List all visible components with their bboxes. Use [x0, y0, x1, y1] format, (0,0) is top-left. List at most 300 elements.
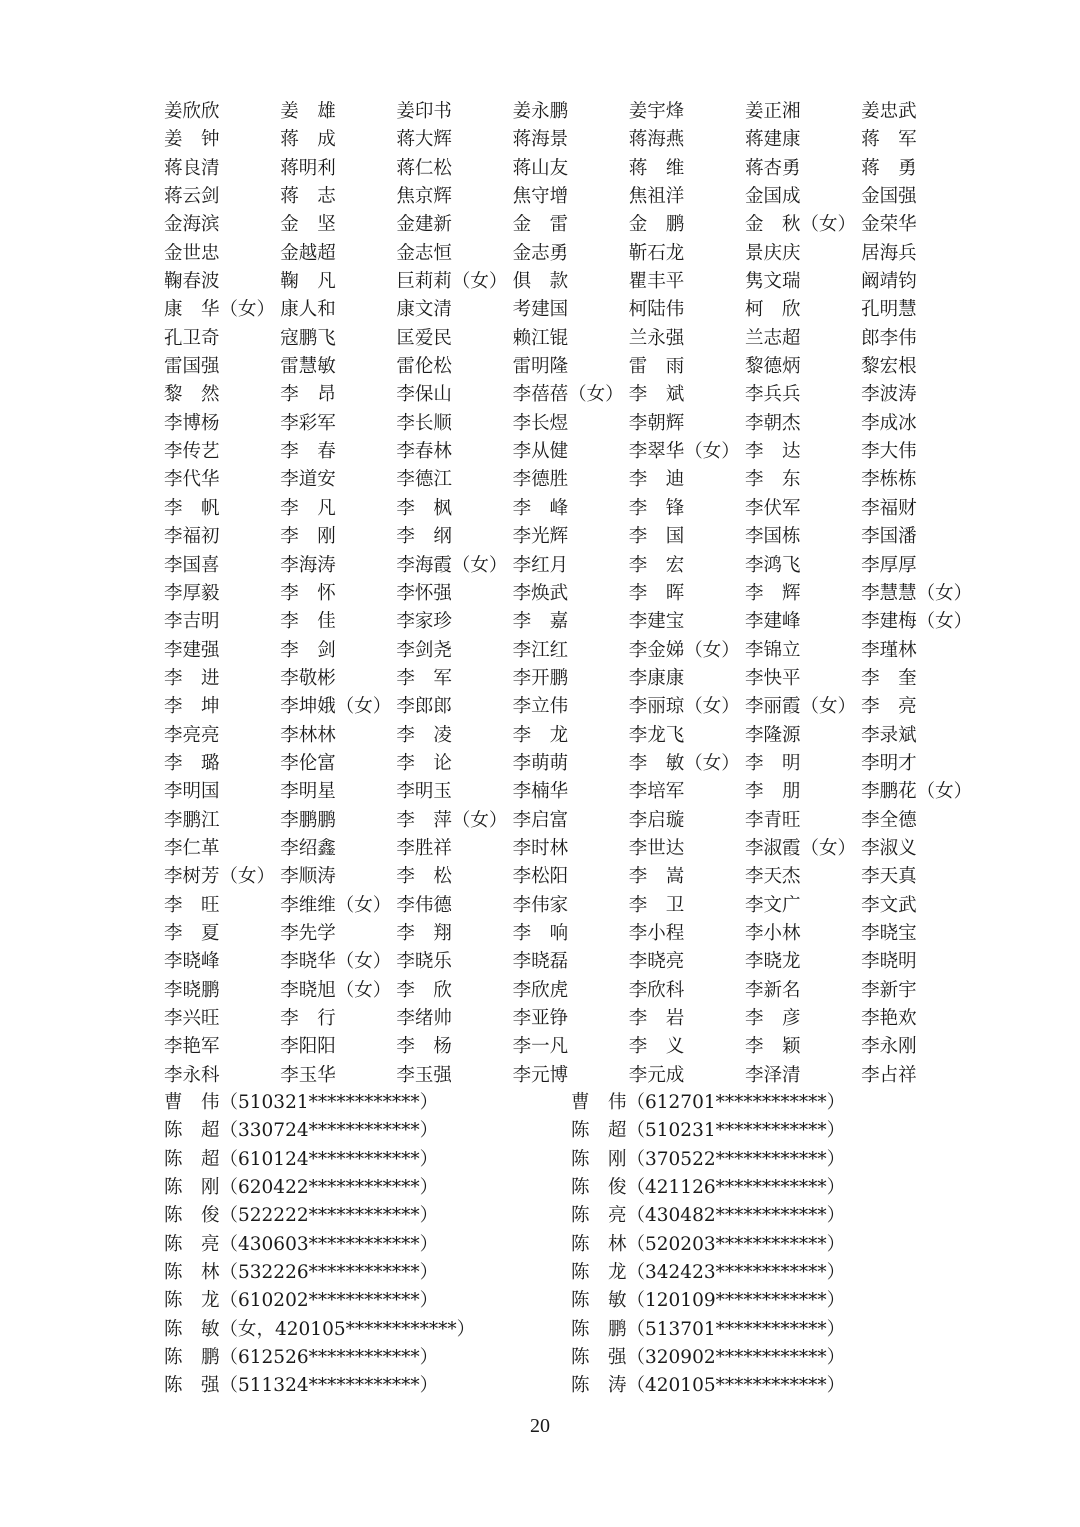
- name-entry: 李建梅（女）: [861, 611, 973, 633]
- name-entry: 李 辉: [744, 582, 801, 604]
- name-entry: 蒋大辉: [396, 129, 452, 151]
- name-entry: 李晓龙: [744, 951, 801, 973]
- name-entry: 李厚厚: [861, 554, 917, 576]
- name-id-entry: 陈 超（510231************）: [571, 1120, 846, 1142]
- name-entry: 李德江: [396, 469, 452, 491]
- name-entry: 李 峰: [512, 497, 569, 519]
- name-entry: 李金娣（女）: [628, 639, 740, 661]
- name-entry: 李慧慧（女）: [861, 582, 973, 604]
- name-entry: 李 纲: [396, 526, 452, 548]
- name-entry: 李艳军: [164, 1036, 220, 1058]
- name-entry: 蒋良清: [164, 157, 220, 179]
- name-row: [164, 325, 984, 353]
- name-entry: 焦祖洋: [628, 186, 685, 208]
- name-row: [164, 353, 984, 381]
- name-id-entry: 陈 林（520203************）: [571, 1233, 846, 1255]
- name-entry: 李晓磊: [512, 951, 569, 973]
- name-entry: 柯 欣: [744, 299, 801, 321]
- name-entry: 孔卫奇: [164, 327, 220, 349]
- name-entry: 李占祥: [861, 1064, 917, 1086]
- name-entry: 李明国: [164, 781, 220, 803]
- name-entry: 李朝杰: [744, 412, 801, 434]
- name-entry: 鞠春波: [164, 271, 220, 293]
- name-entry: 李明星: [280, 781, 336, 803]
- name-entry: 李 枫: [396, 497, 452, 519]
- name-entry: 景庆庆: [744, 242, 801, 264]
- name-entry: 李从健: [512, 441, 569, 463]
- name-entry: 金 雷: [512, 214, 569, 236]
- name-entry: 李鹏花（女）: [861, 781, 973, 803]
- name-entry: 雷明隆: [512, 356, 569, 378]
- name-entry: 李全德: [861, 809, 917, 831]
- name-id-entry: 陈 林（532226************）: [164, 1262, 439, 1284]
- name-entry: 李亮亮: [164, 724, 220, 746]
- name-entry: 蒋 勇: [861, 157, 917, 179]
- name-entry: 李兵兵: [744, 384, 801, 406]
- name-entry: 李 松: [396, 866, 452, 888]
- name-row: [164, 722, 984, 750]
- name-entry: 李 论: [396, 752, 452, 774]
- name-entry: 康文清: [396, 299, 452, 321]
- name-entry: 蒋 军: [861, 129, 917, 151]
- name-row: [164, 807, 984, 835]
- name-entry: 李伟德: [396, 894, 452, 916]
- name-entry: 李海涛: [280, 554, 336, 576]
- name-entry: 姜宇烽: [628, 101, 685, 122]
- name-row: [164, 98, 984, 126]
- name-entry: 李欣虎: [512, 979, 569, 1001]
- name-entry: 李栋栋: [861, 469, 917, 491]
- name-id-entry: 陈 亮（430603************）: [164, 1233, 439, 1255]
- name-entry: 李 进: [164, 667, 220, 689]
- name-entry: 李 明: [744, 752, 801, 774]
- name-id-entry: 陈 敏（女，420105************）: [164, 1318, 476, 1340]
- name-entry: 李录斌: [861, 724, 917, 746]
- name-id-row: [164, 1146, 984, 1174]
- name-entry: 孔明慧: [861, 299, 917, 321]
- name-row: [164, 268, 984, 296]
- name-entry: 李永刚: [861, 1036, 917, 1058]
- name-entry: 李 翔: [396, 922, 452, 944]
- name-entry: 李波涛: [861, 384, 917, 406]
- name-entry: 姜永鹏: [512, 101, 569, 122]
- name-id-row: [164, 1287, 984, 1315]
- name-id-row: [164, 1202, 984, 1230]
- name-entry: 李楠华: [512, 781, 569, 803]
- name-entry: 李 晖: [628, 582, 685, 604]
- name-entry: 蒋明利: [280, 157, 336, 179]
- name-row: [164, 495, 984, 523]
- name-entry: 李淑义: [861, 837, 917, 859]
- name-entry: 蒋仁松: [396, 157, 452, 179]
- name-entry: 蒋云剑: [164, 186, 220, 208]
- name-entry: 李敬彬: [280, 667, 336, 689]
- name-entry: 李伏军: [744, 497, 801, 519]
- name-id-row: [164, 1231, 984, 1259]
- name-row: [164, 1062, 984, 1090]
- name-entry: 李春林: [396, 441, 452, 463]
- name-entry: 李仁革: [164, 837, 220, 859]
- name-entry: 李晓亮: [628, 951, 685, 973]
- name-id-row: [164, 1174, 984, 1202]
- name-entry: 李国栋: [744, 526, 801, 548]
- name-entry: 李新名: [744, 979, 801, 1001]
- name-row: [164, 835, 984, 863]
- name-row: [164, 892, 984, 920]
- name-id-row: [164, 1089, 984, 1117]
- name-entry: 李 剑: [280, 639, 336, 661]
- name-id-entry: 陈 敏（120109************）: [571, 1290, 846, 1312]
- name-entry: 李晓乐: [396, 951, 452, 973]
- name-entry: 金 坚: [280, 214, 336, 236]
- name-entry: 李欣科: [628, 979, 685, 1001]
- name-id-entry: 曹 伟（612701************）: [571, 1092, 846, 1113]
- name-entry: 李胜祥: [396, 837, 452, 859]
- name-entry: 李元成: [628, 1064, 685, 1086]
- name-entry: 李朝辉: [628, 412, 685, 434]
- name-entry: 黎德炳: [744, 356, 801, 378]
- name-entry: 李丽琼（女）: [628, 696, 740, 718]
- name-entry: 俱 款: [512, 271, 569, 293]
- name-entry: 李艳欢: [861, 1008, 917, 1029]
- name-entry: 李泽清: [744, 1064, 801, 1086]
- name-entry: 李坤娥（女）: [280, 696, 392, 718]
- name-entry: 李亚铮: [512, 1008, 569, 1029]
- name-entry: 李家珍: [396, 611, 452, 633]
- name-entry: 李 响: [512, 922, 569, 944]
- name-entry: 金 鹏: [628, 214, 685, 236]
- name-entry: 黎 然: [164, 384, 220, 406]
- name-id-row: [164, 1372, 984, 1400]
- name-entry: 李 春: [280, 441, 336, 463]
- name-entry: 李蓓蓓（女）: [512, 384, 624, 406]
- name-entry: 李厚毅: [164, 582, 220, 604]
- name-row: [164, 863, 984, 891]
- name-entry: 寇鹏飞: [280, 327, 336, 349]
- name-entry: 姜欣欣: [164, 101, 220, 122]
- name-row: [164, 920, 984, 948]
- name-row: [164, 750, 984, 778]
- name-entry: 李保山: [396, 384, 452, 406]
- name-entry: 李代华: [164, 469, 220, 491]
- name-row: [164, 637, 984, 665]
- name-entry: 李玉华: [280, 1064, 336, 1086]
- name-row: [164, 438, 984, 466]
- name-list: [164, 98, 984, 1090]
- name-id-entry: 陈 龙（610202************）: [164, 1290, 439, 1312]
- name-entry: 李鹏江: [164, 809, 220, 831]
- name-entry: 李天杰: [744, 866, 801, 888]
- name-entry: 李剑尧: [396, 639, 452, 661]
- name-entry: 李光辉: [512, 526, 569, 548]
- name-entry: 李 旺: [164, 894, 220, 916]
- name-entry: 雷伦松: [396, 356, 452, 378]
- name-entry: 蒋建康: [744, 129, 801, 151]
- name-entry: 姜印书: [396, 101, 452, 122]
- name-entry: 李淑霞（女）: [744, 837, 856, 859]
- name-entry: 康 华（女）: [164, 299, 276, 321]
- name-entry: 李鸿飞: [744, 554, 801, 576]
- name-entry: 李晓华（女）: [280, 951, 392, 973]
- name-id-entry: 陈 超（330724************）: [164, 1120, 439, 1142]
- name-entry: 李 嵩: [628, 866, 685, 888]
- name-entry: 金志勇: [512, 242, 569, 264]
- name-entry: 李红月: [512, 554, 569, 576]
- name-entry: 蒋杏勇: [744, 157, 801, 179]
- name-entry: 李明才: [861, 752, 917, 774]
- name-id-entry: 陈 强（511324************）: [164, 1375, 439, 1397]
- name-entry: 李焕武: [512, 582, 569, 604]
- name-row: [164, 410, 984, 438]
- name-entry: 李江红: [512, 639, 569, 661]
- name-entry: 李传艺: [164, 441, 220, 463]
- name-id-entry: 陈 刚（370522************）: [571, 1148, 846, 1170]
- name-entry: 李晓旭（女）: [280, 979, 392, 1001]
- name-entry: 李先学: [280, 922, 336, 944]
- name-entry: 靳石龙: [628, 242, 685, 264]
- name-entry: 李 亮: [861, 696, 917, 718]
- name-id-row: [164, 1344, 984, 1372]
- name-entry: 李伦富: [280, 752, 336, 774]
- name-id-entry: 曹 伟（510321************）: [164, 1092, 439, 1113]
- name-entry: 李 怀: [280, 582, 336, 604]
- name-entry: 姜 钟: [164, 129, 220, 151]
- name-entry: 李明玉: [396, 781, 452, 803]
- name-entry: 金世忠: [164, 242, 220, 264]
- name-entry: 李元博: [512, 1064, 569, 1086]
- name-entry: 李 颖: [744, 1036, 801, 1058]
- name-entry: 金建新: [396, 214, 452, 236]
- name-entry: 李 龙: [512, 724, 569, 746]
- name-entry: 李国喜: [164, 554, 220, 576]
- name-entry: 李小林: [744, 922, 801, 944]
- name-entry: 李 岩: [628, 1008, 685, 1029]
- name-entry: 李博杨: [164, 412, 220, 434]
- name-entry: 李 行: [280, 1008, 336, 1029]
- name-entry: 李 帆: [164, 497, 220, 519]
- name-entry: 李 东: [744, 469, 801, 491]
- name-entry: 李成冰: [861, 412, 917, 434]
- page-number: 20: [530, 1415, 550, 1437]
- name-entry: 李文武: [861, 894, 917, 916]
- name-row: [164, 155, 984, 183]
- name-entry: 李立伟: [512, 696, 569, 718]
- name-entry: 李绍鑫: [280, 837, 336, 859]
- name-entry: 李建峰: [744, 611, 801, 633]
- name-entry: 柯陆伟: [628, 299, 685, 321]
- name-row: [164, 240, 984, 268]
- name-entry: 李时林: [512, 837, 569, 859]
- name-entry: 李吉明: [164, 611, 220, 633]
- name-entry: 兰志超: [744, 327, 801, 349]
- name-entry: 李绪帅: [396, 1008, 452, 1029]
- name-entry: 李快平: [744, 667, 801, 689]
- name-id-entry: 陈 鹏（612526************）: [164, 1347, 439, 1369]
- name-entry: 李 义: [628, 1036, 685, 1058]
- name-entry: 李树芳（女）: [164, 866, 276, 888]
- name-entry: 李小程: [628, 922, 685, 944]
- name-entry: 李 迪: [628, 469, 685, 491]
- name-entry: 李兴旺: [164, 1008, 220, 1029]
- name-entry: 李 国: [628, 526, 685, 548]
- name-entry: 李道安: [280, 469, 336, 491]
- name-entry: 雷 雨: [628, 356, 685, 378]
- name-entry: 匡爱民: [396, 327, 452, 349]
- name-id-entry: 陈 鹏（513701************）: [571, 1318, 846, 1340]
- name-entry: 蒋 成: [280, 129, 336, 151]
- name-entry: 李郎郎: [396, 696, 452, 718]
- name-row: [164, 466, 984, 494]
- name-entry: 李 夏: [164, 922, 220, 944]
- name-entry: 李 达: [744, 441, 801, 463]
- name-entry: 李开鹏: [512, 667, 569, 689]
- name-entry: 李 杨: [396, 1036, 452, 1058]
- name-id-entry: 陈 强（320902************）: [571, 1347, 846, 1369]
- name-entry: 李玉强: [396, 1064, 452, 1086]
- name-id-entry: 陈 超（610124************）: [164, 1148, 439, 1170]
- name-entry: 李世达: [628, 837, 685, 859]
- name-entry: 李启璇: [628, 809, 685, 831]
- name-entry: 兰永强: [628, 327, 685, 349]
- name-entry: 李 斌: [628, 384, 685, 406]
- name-entry: 李松阳: [512, 866, 569, 888]
- name-entry: 李阳阳: [280, 1036, 336, 1058]
- name-row: [164, 211, 984, 239]
- name-entry: 李翠华（女）: [628, 441, 740, 463]
- name-entry: 李 锋: [628, 497, 685, 519]
- name-entry: 李 刚: [280, 526, 336, 548]
- name-entry: 李萌萌: [512, 752, 569, 774]
- name-row: [164, 778, 984, 806]
- name-entry: 金国成: [744, 186, 801, 208]
- name-entry: 李福财: [861, 497, 917, 519]
- name-entry: 李永科: [164, 1064, 220, 1086]
- name-entry: 李长煜: [512, 412, 569, 434]
- name-entry: 李 敏（女）: [628, 752, 740, 774]
- name-entry: 黎宏根: [861, 356, 917, 378]
- name-entry: 李文广: [744, 894, 801, 916]
- name-entry: 焦京辉: [396, 186, 452, 208]
- name-row: [164, 948, 984, 976]
- name-id-entry: 陈 俊（522222************）: [164, 1205, 439, 1227]
- name-entry: 李锦立: [744, 639, 801, 661]
- name-row: [164, 552, 984, 580]
- name-row: [164, 523, 984, 551]
- name-entry: 巨莉莉（女）: [396, 271, 508, 293]
- name-id-row: [164, 1259, 984, 1287]
- name-entry: 李德胜: [512, 469, 569, 491]
- name-entry: 李林林: [280, 724, 336, 746]
- name-entry: 蒋海燕: [628, 129, 685, 151]
- name-entry: 李晓鹏: [164, 979, 220, 1001]
- name-id-entry: 陈 龙（342423************）: [571, 1262, 846, 1284]
- name-entry: 李 卫: [628, 894, 685, 916]
- name-entry: 李一凡: [512, 1036, 569, 1058]
- name-entry: 金 秋（女）: [744, 214, 856, 236]
- name-entry: 李 璐: [164, 752, 220, 774]
- name-entry: 李 军: [396, 667, 452, 689]
- name-entry: 姜正湘: [744, 101, 801, 122]
- name-entry: 赖江锟: [512, 327, 569, 349]
- name-entry: 李 萍（女）: [396, 809, 508, 831]
- name-entry: 李 欣: [396, 979, 452, 1001]
- name-entry: 李新宇: [861, 979, 917, 1001]
- name-entry: 李晓峰: [164, 951, 220, 973]
- name-entry: 康人和: [280, 299, 336, 321]
- name-row: [164, 296, 984, 324]
- name-entry: 李培军: [628, 781, 685, 803]
- name-entry: 蒋 维: [628, 157, 685, 179]
- name-row: [164, 381, 984, 409]
- name-entry: 李建强: [164, 639, 220, 661]
- name-entry: 李彩军: [280, 412, 336, 434]
- name-row: [164, 608, 984, 636]
- name-id-row: [164, 1316, 984, 1344]
- name-entry: 李青旺: [744, 809, 801, 831]
- name-entry: 李 朋: [744, 781, 801, 803]
- name-entry: 姜 雄: [280, 101, 336, 122]
- name-id-entry: 陈 刚（620422************）: [164, 1177, 439, 1199]
- name-entry: 金越超: [280, 242, 336, 264]
- name-entry: 李 凌: [396, 724, 452, 746]
- name-entry: 焦守增: [512, 186, 569, 208]
- name-entry: 居海兵: [861, 242, 917, 264]
- name-row: [164, 580, 984, 608]
- name-row: [164, 1005, 984, 1033]
- name-entry: 李 嘉: [512, 611, 569, 633]
- name-id-entry: 陈 涛（420105************）: [571, 1375, 846, 1397]
- name-id-entry: 陈 亮（430482************）: [571, 1205, 846, 1227]
- name-entry: 李大伟: [861, 441, 917, 463]
- name-entry: 李 奎: [861, 667, 917, 689]
- name-entry: 蒋 志: [280, 186, 336, 208]
- name-entry: 李长顺: [396, 412, 452, 434]
- name-entry: 李 昂: [280, 384, 336, 406]
- name-id-list: [164, 1089, 984, 1401]
- name-entry: 李维维（女）: [280, 894, 392, 916]
- name-entry: 李福初: [164, 526, 220, 548]
- name-entry: 阚靖钧: [861, 271, 917, 293]
- name-entry: 鞠 凡: [280, 271, 336, 293]
- name-entry: 瞿丰平: [628, 271, 685, 293]
- name-entry: 金国强: [861, 186, 917, 208]
- name-entry: 郎李伟: [861, 327, 917, 349]
- name-row: [164, 977, 984, 1005]
- name-entry: 姜忠武: [861, 101, 917, 122]
- name-entry: 李晓明: [861, 951, 917, 973]
- name-id-entry: 陈 俊（421126************）: [571, 1177, 846, 1199]
- name-entry: 隽文瑞: [744, 271, 801, 293]
- name-row: [164, 693, 984, 721]
- name-entry: 李丽霞（女）: [744, 696, 856, 718]
- name-entry: 金海滨: [164, 214, 220, 236]
- name-entry: 李海霞（女）: [396, 554, 508, 576]
- name-entry: 李启富: [512, 809, 569, 831]
- name-entry: 李建宝: [628, 611, 685, 633]
- name-row: [164, 126, 984, 154]
- name-entry: 雷国强: [164, 356, 220, 378]
- name-entry: 金志恒: [396, 242, 452, 264]
- name-entry: 李隆源: [744, 724, 801, 746]
- name-entry: 李康康: [628, 667, 685, 689]
- name-entry: 蒋山友: [512, 157, 569, 179]
- name-row: [164, 665, 984, 693]
- name-entry: 李鹏鹏: [280, 809, 336, 831]
- name-row: [164, 1033, 984, 1061]
- name-entry: 李 凡: [280, 497, 336, 519]
- name-id-row: [164, 1117, 984, 1145]
- name-entry: 李瑾林: [861, 639, 917, 661]
